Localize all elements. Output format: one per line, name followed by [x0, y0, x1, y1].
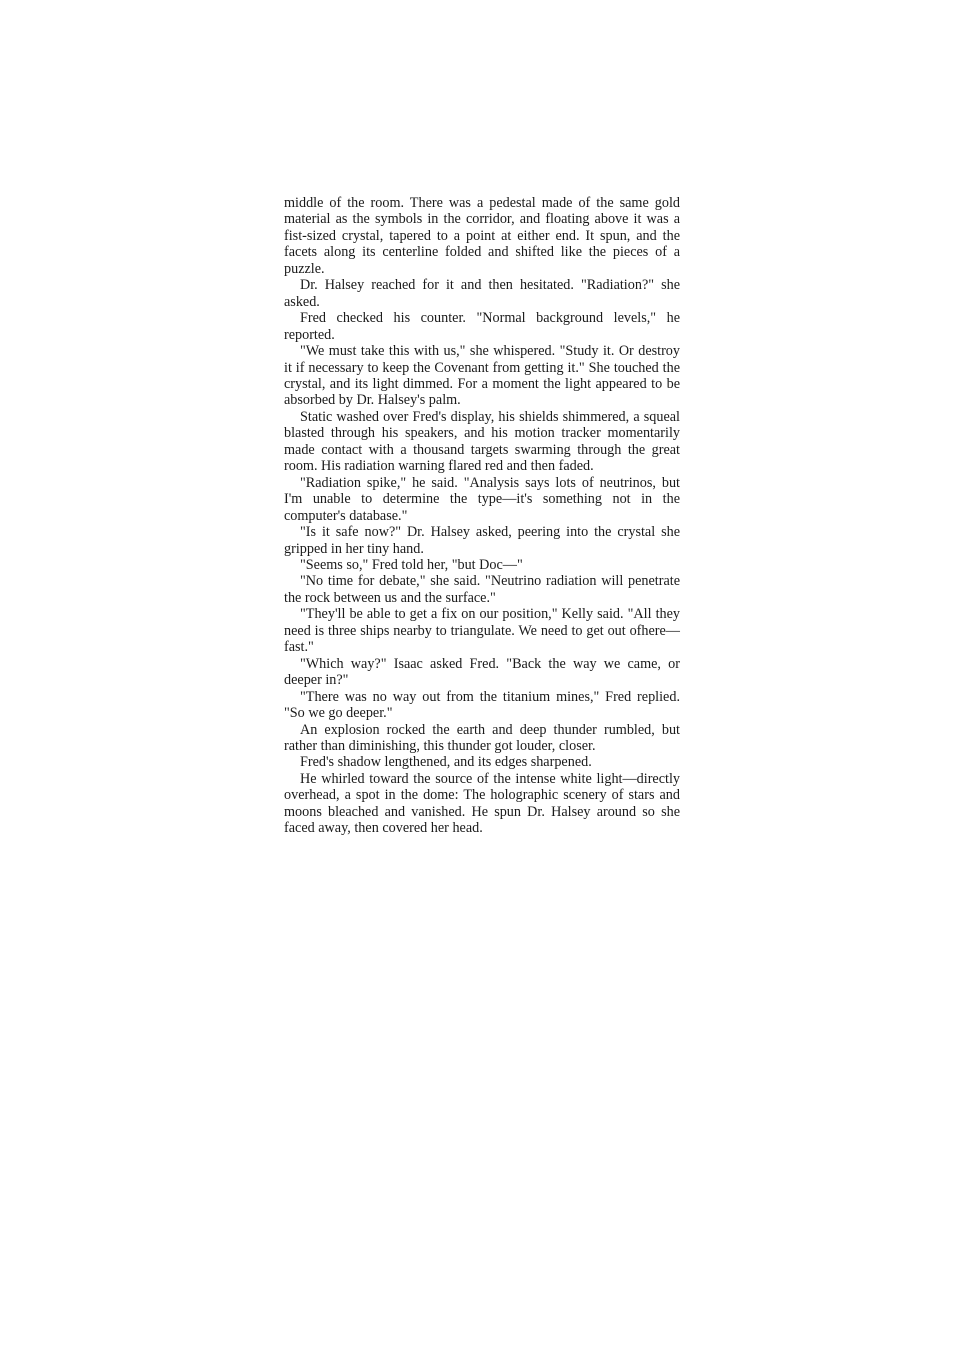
paragraph: An explosion rocked the earth and deep thunder rumbled, but rather than diminishing, this thunder got louder, closer.: [284, 721, 680, 754]
paragraph: "Radiation spike," he said. "Analysis says lots of neutrinos, but I'm unable to determine the type—it's something not in the computer's database.": [284, 474, 680, 524]
paragraph: "No time for debate," she said. "Neutrino radiation will penetrate the rock between us and the surface.": [284, 573, 680, 606]
paragraph: "We must take this with us," she whispered. "Study it. Or destroy it if necessary to keep the Covenant from getting it." She touched the crystal, and its light dimmed. For a moment the light appeared to be absorbed by Dr. Halsey's palm.: [284, 343, 680, 409]
paragraph: "They'll be able to get a fix on our position," Kelly said. "All they need is three ships nearby to triangulate. We need to get out ofhere—fast.": [284, 606, 680, 656]
paragraph: "Which way?" Isaac asked Fred. "Back the way we came, or deeper in?": [284, 655, 680, 689]
paragraph: Static washed over Fred's display, his shields shimmered, a squeal blasted through his speakers, and his motion tracker momentarily made contact with a thousand targets swarming through the great room. His radiation warning flared red and then faded.: [284, 408, 680, 475]
paragraph: Dr. Halsey reached for it and then hesitated. "Radiation?" she asked.: [284, 277, 680, 310]
body-text: [284, 195, 680, 837]
paragraph: "Is it safe now?" Dr. Halsey asked, peering into the crystal she gripped in her tiny hand.: [284, 524, 680, 557]
paragraph: Fred's shadow lengthened, and its edges sharpened.: [300, 754, 592, 771]
paragraph: middle of the room. There was a pedestal made of the same gold material as the symbols in the corridor, and floating above it was a fist-sized crystal, tapered to a point at either end. It spun, and the facets along its centerline folded and shifted like the pieces of a puzzle.: [284, 195, 680, 277]
paragraph: He whirled toward the source of the intense white light—directly overhead, a spot in the dome: The holographic scenery of stars and moons bleached and vanished. He spun Dr. Halsey around so she faced away, then covered her head.: [284, 770, 680, 837]
paragraph: "Seems so," Fred told her, "but Doc—": [300, 556, 523, 573]
paragraph: Fred checked his counter. "Normal background levels," he reported.: [284, 310, 680, 343]
paragraph: "There was no way out from the titanium mines," Fred replied. "So we go deeper.": [284, 688, 680, 722]
